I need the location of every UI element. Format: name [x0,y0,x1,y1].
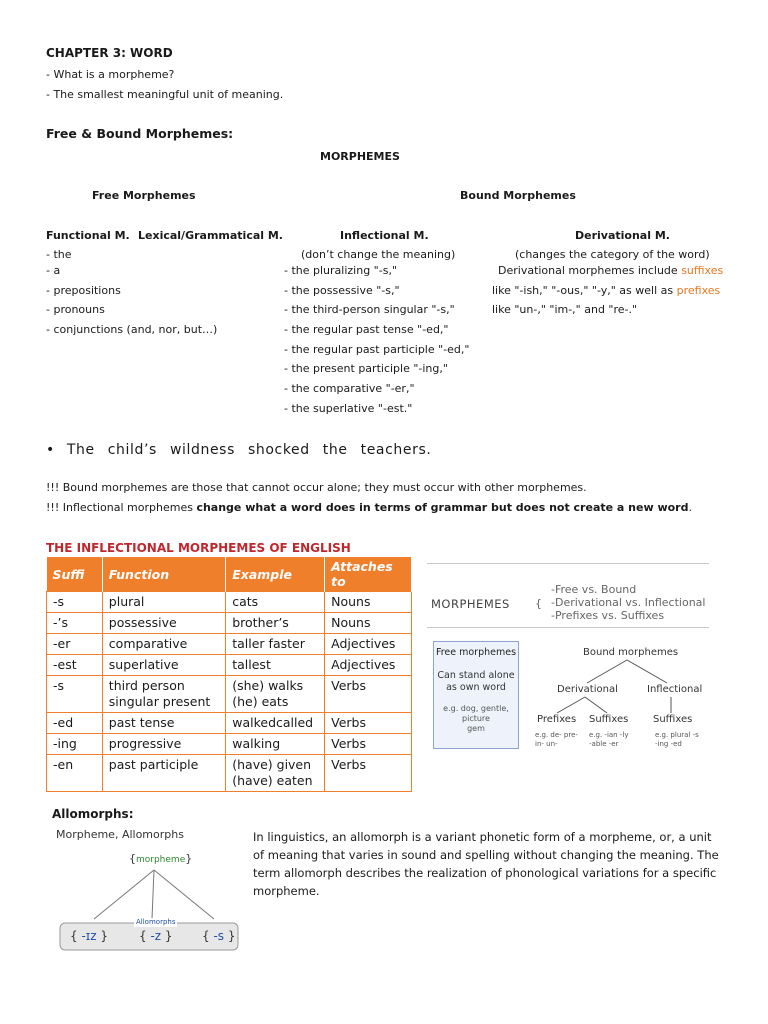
suffixes-highlight: suffixes [681,264,724,277]
table-cell: Nouns [325,613,412,634]
list-item: - conjunctions (and, nor, but…) [46,323,218,336]
table-row [47,613,412,634]
list-item: - prepositions [46,284,121,297]
table-cell: -s [47,676,103,713]
list-item: - the possessive "-s," [284,284,400,297]
tree-example: e.g. plural -s -ing -ed [655,731,699,748]
derivational-note: (changes the category of the word) [515,248,710,261]
list-item: - the third-person singular "-s," [284,303,455,316]
question-line: - What is a morpheme? [46,68,175,81]
allomorph-node: { -z } [139,929,173,943]
table-cell: tallest [226,655,325,676]
table-cell: Verbs [325,734,412,755]
tree-node-inflectional: Inflectional [647,684,703,695]
inflectional-morphemes-table [46,557,412,792]
list-item: - pronouns [46,303,105,316]
inflectional-table-title: THE INFLECTIONAL MORPHEMES OF ENGLISH [46,541,351,555]
section-heading-free-bound: Free & Bound Morphemes: [46,126,234,141]
definition-line: In linguistics, an allomorph is a variant phonetic form of a morpheme, or, a unit [253,830,712,844]
derivational-line: Derivational morphemes include suffixes [498,264,724,277]
list-item: - the superlative "-est." [284,402,413,415]
derivational-line: like "un-," "im-," and "re-." [492,303,638,316]
inflectional-heading: Inflectional M. [340,229,429,242]
column-header: Suffi [47,557,103,592]
diagram-option: -Free vs. Bound [551,583,637,596]
table-row [47,655,412,676]
bound-morphemes-label: Bound Morphemes [460,189,576,202]
table-cell: -s [47,592,103,613]
tree-node-derivational: Derivational [557,684,618,695]
morphemes-diagram [427,563,709,763]
table-cell: past participle [102,755,225,792]
brace-icon: { [535,597,542,610]
table-cell: progressive [102,734,225,755]
list-item: - the comparative "-er," [284,382,415,395]
table-cell: possessive [102,613,225,634]
table-cell: plural [102,592,225,613]
tree-example: e.g. -ian -ly -able -er [589,731,629,748]
table-cell: -ed [47,713,103,734]
free-box-example: picture [462,714,490,723]
answer-line: - The smallest meaningful unit of meaning. [46,88,284,101]
note-inflectional-morphemes: !!! Inflectional morphemes change what a word does in terms of grammar but does not create a new word. [46,501,692,514]
example-sentence: • The child’s wildness shocked the teachers. [46,442,432,458]
table-row [47,755,412,792]
bullet-icon: • [46,442,55,458]
table-cell: cats [226,592,325,613]
column-header: Function [102,557,225,592]
table-cell: walking [226,734,325,755]
table-header-row [47,557,412,592]
tree-node-suffixes: Suffixes [589,714,629,725]
table-cell: -’s [47,613,103,634]
table-cell: brother’s [226,613,325,634]
list-item: - the pluralizing "-s," [284,264,397,277]
table-cell: -est [47,655,103,676]
table-row [47,592,412,613]
list-item: - the present participle "-ing," [284,362,448,375]
column-header: Example [226,557,325,592]
table-cell: Verbs [325,713,412,734]
table-cell: superlative [102,655,225,676]
table-cell: Verbs [325,755,412,792]
note-bound-morphemes: !!! Bound morphemes are those that cannot occur alone; they must occur with other morphemes. [46,481,587,494]
table-cell: -ing [47,734,103,755]
table-cell: Adjectives [325,634,412,655]
table-row [47,634,412,655]
chapter-title: CHAPTER 3: WORD [46,46,173,60]
allomorph-definition [253,828,719,900]
table-cell: -en [47,755,103,792]
table-cell: taller faster [226,634,325,655]
tree-node-suffixes: Suffixes [653,714,693,725]
root-node: {morpheme} [129,852,193,865]
prefixes-highlight: prefixes [676,284,721,297]
column-header: Attaches to [325,557,412,592]
lexical-heading: Lexical/Grammatical M. [138,229,283,242]
list-item: - the regular past tense "-ed," [284,323,449,336]
derivational-line: like "-ish," "-ous," "-y," as well as prefixes [492,284,721,297]
inflectional-note: (don’t change the meaning) [301,248,456,261]
allomorphs-label: Allomorphs [136,918,176,926]
table-cell: -er [47,634,103,655]
list-item: - a [46,264,61,277]
allomorph-tree-lines [52,826,242,972]
allomorph-node: { -s } [202,929,236,943]
definition-line: of meaning that varies in sound and spelling without changing the meaning. The [253,848,719,862]
functional-heading: Functional M. [46,229,130,242]
figure-title: Morpheme, Allomorphs [56,828,184,841]
bound-tree-title: Bound morphemes [583,647,679,658]
tree-example: e.g. de- pre- in- un- [535,731,578,748]
table-cell: Nouns [325,592,412,613]
diagram-option: -Derivational vs. Inflectional [551,596,706,609]
diagram-option: -Prefixes vs. Suffixes [551,609,665,622]
table-cell: comparative [102,634,225,655]
tree-node-prefixes: Prefixes [537,714,577,725]
list-item: - the [46,248,72,261]
definition-line: morpheme. [253,884,320,898]
allomorph-node: { -ɪz } [70,929,108,943]
allomorph-figure [52,826,242,972]
free-morphemes-label: Free Morphemes [92,189,196,202]
table-row [47,676,412,713]
definition-line: term allomorph describes the realization of phonological variations for a specific [253,866,717,880]
free-box-title: Free morphemes [435,647,517,658]
diagram-title: MORPHEMES [431,597,510,611]
table-row [47,713,412,734]
table-cell: walkedcalled [226,713,325,734]
table-cell: third person singular present [102,676,225,713]
free-box-example: gem [467,724,485,733]
table-row [47,734,412,755]
table-cell: past tense [102,713,225,734]
table-cell: (she) walks (he) eats [226,676,325,713]
free-box-example: e.g. dog, gentle, [443,704,509,713]
free-box-desc: as own word [446,682,506,693]
list-item: - the regular past participle "-ed," [284,343,470,356]
table-cell: Adjectives [325,655,412,676]
derivational-heading: Derivational M. [575,229,670,242]
allomorphs-heading: Allomorphs: [52,807,134,821]
free-box-desc: Can stand alone [437,670,515,681]
morphemes-center-title: MORPHEMES [320,150,400,163]
table-cell: (have) given (have) eaten [226,755,325,792]
table-cell: Verbs [325,676,412,713]
